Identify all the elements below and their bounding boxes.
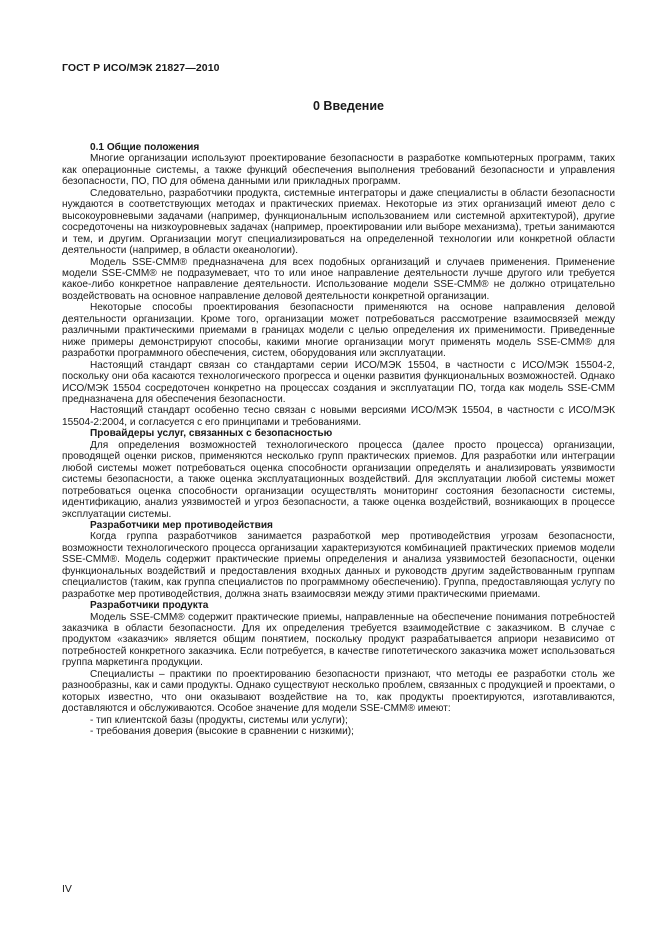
subsection-heading: Разработчики мер противодействия — [90, 519, 273, 531]
paragraph: Настоящий стандарт особенно тесно связан с новыми версиями ИСО/МЭК 15504, в частности с ИСО/МЭК 15504-2:2004, и согласуется с его принципами и требованиями. — [62, 405, 615, 428]
paragraph: Некоторые способы проектирования безопасности применяются на основе направления деловой деятельности организации. Кроме того, организации может потребоваться рассмотрение взаимосвязей между различными практическими приемами в границах модели с целью определения их применимости. Приведенные ниже примеры демонстрируют способы, какими многие организации могут применять модель SSE-CMM® для разработки программного обеспечения, систем, оборудования или эксплуатации. — [62, 302, 615, 360]
paragraph: Когда группа разработчиков занимается разработкой мер противодействия угрозам безопасности, возможности технологического процесса организации характеризуются комбинацией практических приемов модели SSE-CMM®. Модель содержит практические приемы определения и анализа уязвимостей безопасности, оценки функциональных воздействий и предоставления входных данных и руководств другим задействованным группам специалистов (таким, как группа специалистов по программному обеспечению). Группа, предоставляющая услугу по разработке мер противодействия, должна знать взаимосвязи между этими практическими приемами. — [62, 531, 615, 600]
subsection-heading: Провайдеры услуг, связанных с безопасностью — [90, 428, 333, 440]
page-number: IV — [62, 883, 72, 895]
paragraph: Настоящий стандарт связан со стандартами серии ИСО/МЭК 15504, в частности с ИСО/МЭК 15504-2, поскольку они оба касаются технологического прогресса и оценки развития функциональных возможностей. Однако ИСО/МЭК 15504 сосредоточен конкретно на процессах создания и эксплуатации ПО, тогда как модель SSE-CMM предназначена для обеспечения безопасности. — [62, 359, 615, 405]
paragraph: Следовательно, разработчики продукта, системные интеграторы и даже специалисты в области безопасности нуждаются в соответствующих методах и практических приемах. Некоторые из этих организаций имеют дело с высокоуровневыми задачами (например, функциональным использованием или системной архитектурой), другие сосредоточены на низкоуровневых задачах (например, проектировании или выборе механизма), третьи занимаются и тем, и другим. Организации могут специализироваться на определенной технологии или конкретной области деятельности (например, в области океанологии). — [62, 187, 615, 257]
document-header: ГОСТ Р ИСО/МЭК 21827—2010 — [62, 62, 220, 74]
paragraph: Специалисты – практики по проектированию безопасности признают, что методы ее разработки столь же разнообразны, как и сами продукты. Однако существуют несколько проблем, связанных с продукцией и проектами, о которых известно, что они оказывают воздействие на то, как продукты проектируются, изготавливаются, доставляются и обслуживаются. Особое значение для модели SSE-CMM® имеют: — [62, 668, 616, 715]
list-item: - требования доверия (высокие в сравнении с низкими); — [90, 726, 354, 738]
paragraph: Многие организации используют проектирование безопасности в разработке компьютерных программ, таких как операционные системы, а также функций обеспечения выполнения требований безопасности и управления безопасности, ПО, ПО для обмена данными или прикладных программ. — [62, 153, 615, 188]
paragraph: Для определения возможностей технологического процесса (далее просто процесса) организации, проводящей оценки рисков, применяются несколько групп практических приемов. Для разработки или интеграции любой системы может потребоваться оценка способности организации определять и анализировать уязвимости системы безопасности, а также оценка эксплуатационных воздействий. Для эксплуатации любой системы может потребоваться оценка способности организации осуществлять мониторинг состояния безопасности системы, идентификацию, анализ уязвимостей и угроз безопасности, а также оценка воздействий, возникающих в процессе эксплуатации системы. — [62, 439, 615, 520]
list-item: - тип клиентской базы (продукты, системы или услуги); — [90, 714, 348, 726]
document-body — [62, 142, 615, 738]
paragraph: Модель SSE-CMM® предназначена для всех подобных организаций и случаев применения. Применение модели SSE-CMM® не подразумевает, что то или иное направление деятельности лучше другого или требуется какое-либо конкретное направление деятельности. Использование модели SSE-CMM® не должно отрицательно воздействовать на основное направление деловой деятельности конкретной организации. — [62, 256, 615, 302]
subsection-heading: Разработчики продукта — [90, 600, 209, 612]
paragraph: Модель SSE-CMM® содержит практические приемы, направленные на обеспечение понимания потребностей заказчика в области безопасности. Для их определения требуется взаимодействие с заказчиком. В случае с продуктом «заказчик» является общим понятием, поскольку продукт разрабатывается априори независимо от потребностей конкретного заказчика. Если потребуется, в качестве гипотетического заказчика может использоваться группа маркетинга продукции. — [62, 611, 615, 669]
subsection-heading: 0.1 Общие положения — [90, 142, 200, 153]
section-title: 0 Введение — [313, 99, 384, 113]
